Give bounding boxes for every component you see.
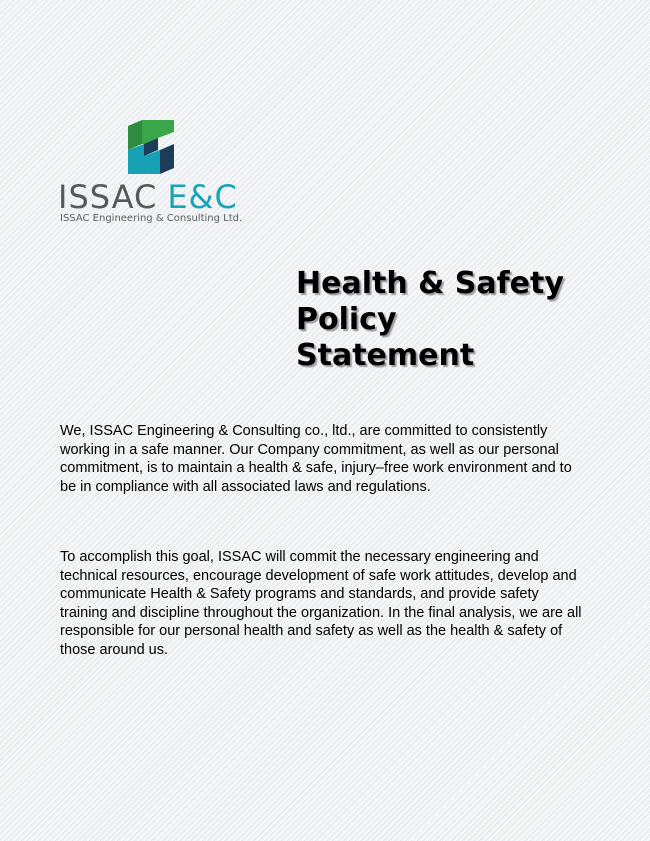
logo-wordmark-secondary: E&C	[167, 178, 238, 216]
issac-logo-mark-icon	[128, 120, 174, 174]
title-line-2: Policy	[296, 302, 397, 337]
logo-subtitle: ISSAC Engineering & Consulting Ltd.	[60, 213, 243, 224]
logo-wordmark-primary: ISSAC	[58, 178, 158, 216]
policy-paragraph-goal: To accomplish this goal, ISSAC will commit the necessary engineering and technical resources, encourage development of safe work attitudes, develop and communicate Health & Safety programs and standards, and provide safety training and discipline throughout the organization. In the final analysis, we are all responsible for our personal health and safety as well as the health & safety of those around us.	[60, 549, 582, 658]
document-title	[296, 266, 564, 374]
logo-wordmark	[58, 180, 238, 214]
company-logo	[58, 118, 258, 228]
title-line-1: Health & Safety	[296, 266, 564, 301]
title-line-3: Statement	[296, 338, 475, 373]
policy-paragraph-commitment: We, ISSAC Engineering & Consulting co., ltd., are committed to consistently working in a safe manner. Our Company commitment, as well as our personal commitment, is to maintain a health & safe, injury–free work environment and to be in compliance with all associated laws and regulations.	[60, 423, 572, 495]
